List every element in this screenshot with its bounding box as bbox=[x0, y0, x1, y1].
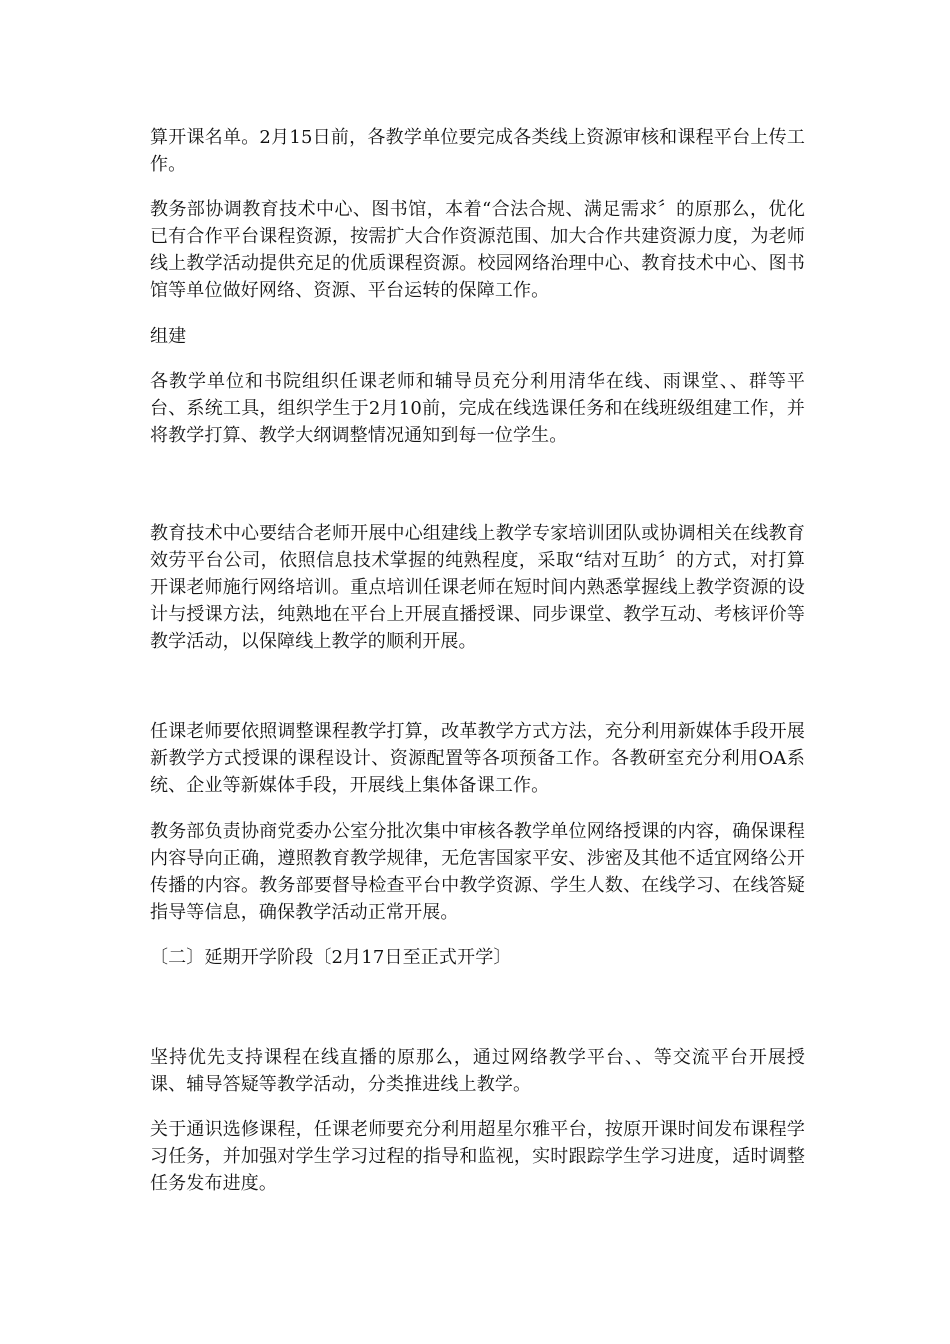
paragraph-resource-support: 教务部协调教育技术中心、图书馆，本着“合法合规、满足需求〞的原那么，优化已有合作平台课程资源，按需扩大合作资源范围、加大合作共建资源力度，为老师线上教学活动提供充足的优质课程资源。校园网络治理中心、教育技术中心、图书馆等单位做好网络、资源、平台运转的保障工作。 bbox=[150, 199, 805, 301]
paragraph-teacher-training: 教育技术中心要结合老师开展中心组建线上教学专家培训团队或协调相关在线教育效劳平台公司，依照信息技术掌握的纯熟程度，采取“结对互助〞的方式，对打算开课老师施行网络培训。重点培训任课老师在短时间内熟悉掌握线上教学资源的设计与授课方法，纯熟地在平台上开展直播授课、同步课堂、教学互动、考核评价等教学活动，以保障线上教学的顺利开展。 bbox=[150, 523, 805, 652]
paragraph-heading-build: 组建 bbox=[150, 326, 187, 347]
paragraph-resource-upload: 算开课名单。2月15日前，各教学单位要完成各类线上资源审核和课程平台上传工作。 bbox=[150, 127, 805, 175]
paragraph-content-review: 教务部负责协商党委办公室分批次集中审核各教学单位网络授课的内容，确保课程内容导向正确，遵照教育教学规律，无危害国家平安、涉密及其他不适宜网络公开传播的内容。教务部要督导检查平台中教学资源、学生人数、在线学习、在线答疑指导等信息，确保教学活动正常开展。 bbox=[150, 821, 805, 923]
paragraph-class-organization: 各教学单位和书院组织任课老师和辅导员充分利用清华在线、雨课堂、、群等平台、系统工具，组织学生于2月10前，完成在线选课任务和在线班级组建工作，并将教学打算、教学大纲调整情况通知到每一位学生。 bbox=[150, 371, 805, 446]
paragraph-course-preparation: 任课老师要依照调整课程教学打算，改革教学方式方法，充分利用新媒体手段开展新教学方式授课的课程设计、资源配置等各项预备工作。各教研室充分利用OA系统、企业等新媒体手段，开展线上集体备课工作。 bbox=[150, 721, 805, 796]
paragraph-live-teaching: 坚持优先支持课程在线直播的原那么，通过网络教学平台、、等交流平台开展授课、辅导答疑等教学活动，分类推进线上教学。 bbox=[150, 1047, 805, 1095]
paragraph-general-electives: 关于通识选修课程，任课老师要充分利用超星尔雅平台，按原开课时间发布课程学习任务，并加强对学生学习过程的指导和监视，实时跟踪学生学习进度，适时调整任务发布进度。 bbox=[150, 1119, 805, 1194]
paragraph-heading-delay-stage: 〔二〕延期开学阶段〔2月17日至正式开学〕 bbox=[150, 947, 512, 968]
